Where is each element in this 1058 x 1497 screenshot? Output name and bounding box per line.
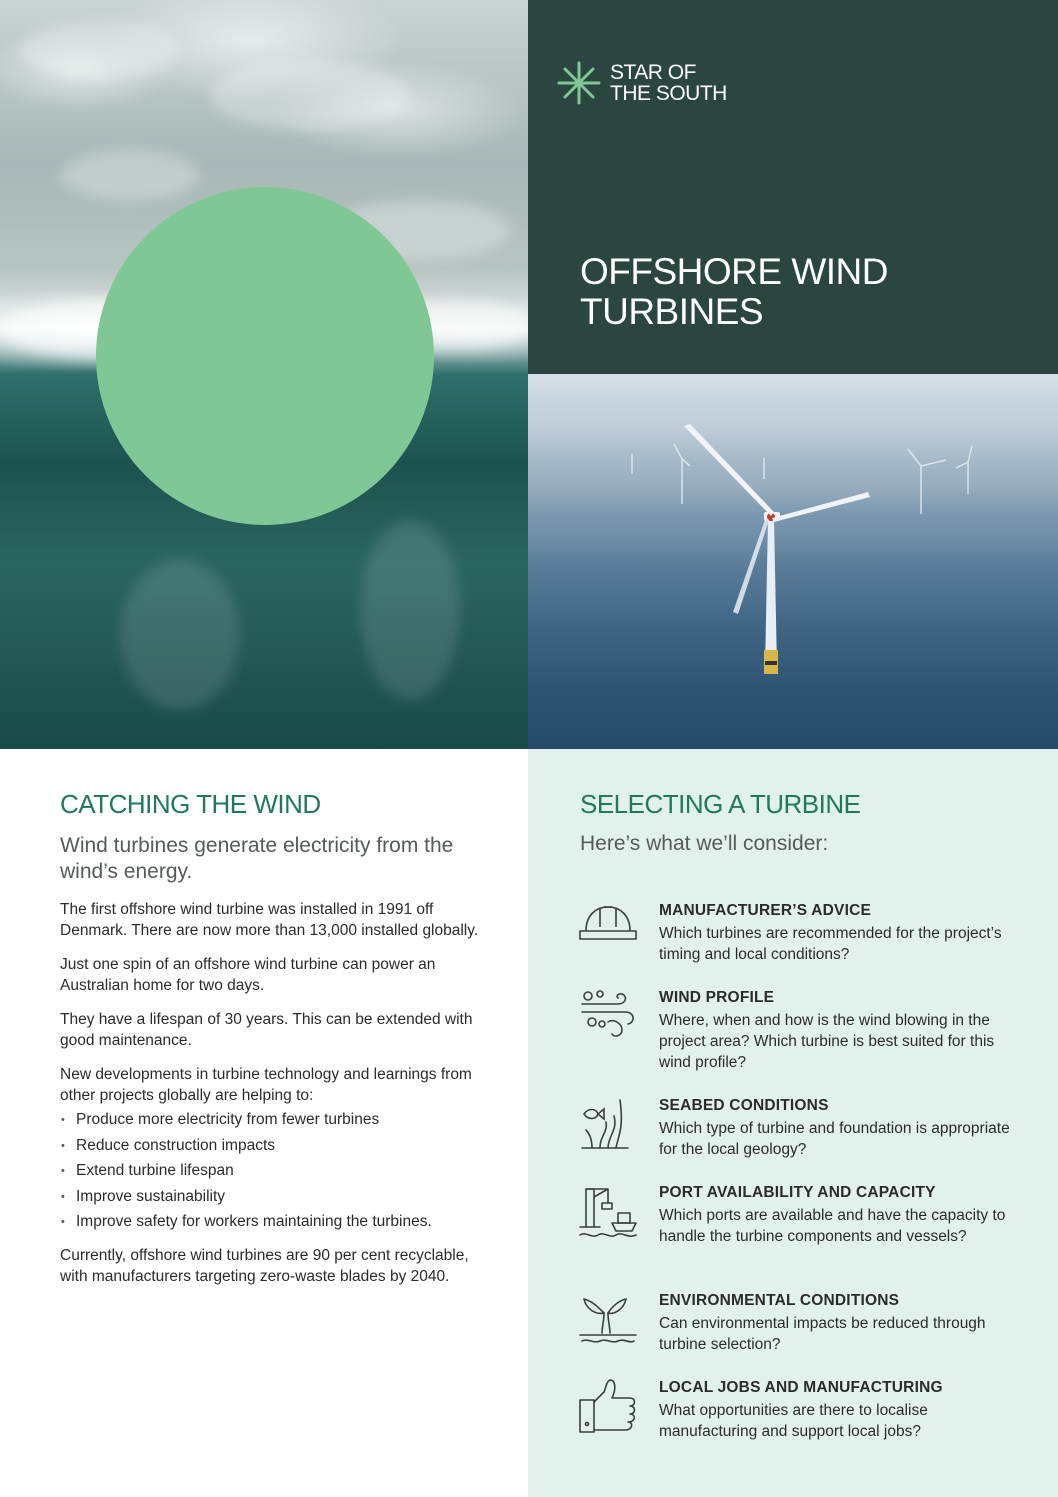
green-circle-graphic (96, 187, 434, 525)
item-title: PORT AVAILABILITY AND CAPACITY (659, 1184, 936, 1201)
paragraph: The first offshore wind turbine was installed in 1991 off Denmark. There are now more than 13,000 installed globally. (60, 901, 479, 939)
brand-line-1: STAR OF (610, 61, 696, 84)
item-title: WIND PROFILE (659, 989, 775, 1006)
hard-hat-icon (578, 901, 638, 957)
brand-line-2: THE SOUTH (610, 82, 727, 105)
paragraph: New developments in turbine technology and learnings from other projects globally are helping to: (60, 1066, 472, 1104)
selecting-a-turbine-section (580, 787, 1020, 1440)
bullet-list (60, 1110, 480, 1233)
item-text: Which type of turbine and foundation is appropriate for the local geology? (659, 1120, 1010, 1158)
item-text: What opportunities are there to localise manufacturing and support local jobs? (659, 1402, 928, 1440)
section-heading: CATCHING THE WIND (60, 789, 321, 819)
whale-tail-icon (578, 1291, 638, 1347)
section-lead: Wind turbines generate electricity from the wind’s energy. (60, 834, 454, 883)
bullet-item: • Produce more electricity from fewer turbines (60, 1110, 480, 1131)
seabed-fish-icon (578, 1096, 638, 1152)
bullet-item: • Improve safety for workers maintaining the turbines. (60, 1212, 480, 1233)
wind-icon (578, 988, 638, 1044)
port-crane-icon (578, 1183, 638, 1239)
item-text: Can environmental impacts be reduced through turbine selection? (659, 1315, 986, 1353)
offshore-turbine-photo (528, 374, 1058, 749)
bullet-item: • Reduce construction impacts (60, 1136, 480, 1157)
bullet-item: • Extend turbine lifespan (60, 1161, 480, 1182)
paragraph: Just one spin of an offshore wind turbine can power an Australian home for two days. (60, 956, 436, 994)
item-title: SEABED CONDITIONS (659, 1097, 829, 1114)
item-title: LOCAL JOBS AND MANUFACTURING (659, 1379, 943, 1396)
section-lead: Here’s what we’ll consider: (580, 832, 829, 855)
section-heading: SELECTING A TURBINE (580, 789, 861, 819)
item-text: Which ports are available and have the capacity to handle the turbine components and vessels? (659, 1207, 1006, 1245)
bullet-item: • Improve sustainability (60, 1187, 480, 1208)
closing-paragraph: Currently, offshore wind turbines are 90 per cent recyclable, with manufacturers targeting zero-waste blades by 2040. (60, 1246, 469, 1285)
item-text: Which turbines are recommended for the project’s timing and local conditions? (659, 925, 1002, 963)
page-title: OFFSHORE WIND TURBINES (580, 251, 888, 332)
item-text: Where, when and how is the wind blowing in the project area? Which turbine is best suited for this wind profile? (659, 1012, 995, 1071)
thumbs-up-icon (578, 1378, 638, 1434)
catching-the-wind-section (60, 787, 480, 1287)
star-logo-icon (556, 60, 602, 106)
paragraph: They have a lifespan of 30 years. This can be extended with good maintenance. (60, 1011, 473, 1049)
item-title: MANUFACTURER’S ADVICE (659, 902, 872, 919)
brand-logo (556, 60, 727, 106)
turbine-illustration (528, 374, 1058, 749)
item-title: ENVIRONMENTAL CONDITIONS (659, 1292, 900, 1309)
